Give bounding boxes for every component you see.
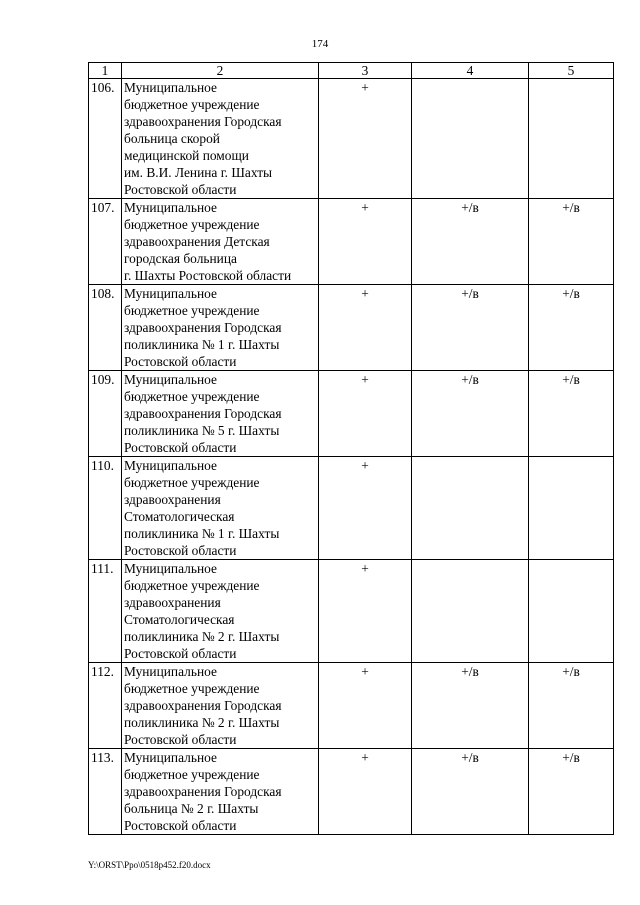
institution-name-line: больница № 2 г. Шахты — [124, 801, 259, 816]
table-row — [89, 663, 614, 749]
institution-name-line: Муниципальное — [124, 561, 217, 576]
row-col5-mark — [529, 79, 614, 199]
institution-name-line: бюджетное учреждение — [124, 389, 260, 404]
row-number: 111. — [89, 560, 122, 663]
header-col-3: 3 — [319, 63, 412, 79]
table-row — [89, 199, 614, 285]
row-number: 108. — [89, 285, 122, 371]
institution-name-line: Ростовской области — [124, 646, 237, 661]
row-number: 113. — [89, 749, 122, 835]
institution-name-line: бюджетное учреждение — [124, 303, 260, 318]
institution-name-line: бюджетное учреждение — [124, 578, 260, 593]
header-col-2: 2 — [122, 63, 319, 79]
row-col5-mark: +/в — [529, 371, 614, 457]
header-col-1: 1 — [89, 63, 122, 79]
row-col5-mark: +/в — [529, 285, 614, 371]
institution-name-line: городская больница — [124, 251, 237, 266]
institution-name-line: поликлиника № 1 г. Шахты — [124, 526, 280, 541]
institution-name-line: здравоохранения Детская — [124, 234, 270, 249]
row-number: 109. — [89, 371, 122, 457]
institution-name-line: Ростовской области — [124, 732, 237, 747]
row-col4-mark — [412, 457, 529, 560]
institution-name-line: медицинской помощи — [124, 148, 249, 163]
institution-name-line: Муниципальное — [124, 200, 217, 215]
institution-name-line: здравоохранения Городская — [124, 406, 282, 421]
institution-name-line: им. В.И. Ленина г. Шахты — [124, 165, 273, 180]
institution-name-line: здравоохранения Городская — [124, 698, 282, 713]
row-number: 106. — [89, 79, 122, 199]
institution-name — [122, 79, 319, 199]
row-col4-mark: +/в — [412, 199, 529, 285]
institution-name-line: Муниципальное — [124, 750, 217, 765]
institution-name-line: Муниципальное — [124, 286, 217, 301]
institution-name — [122, 285, 319, 371]
row-col3-mark: + — [319, 457, 412, 560]
institution-name-line: Стоматологическая — [124, 509, 235, 524]
row-col5-mark: +/в — [529, 749, 614, 835]
institution-name-line: здравоохранения — [124, 595, 221, 610]
institution-name-line: Муниципальное — [124, 664, 217, 679]
institution-name — [122, 199, 319, 285]
institution-name-line: Муниципальное — [124, 458, 217, 473]
row-col4-mark: +/в — [412, 749, 529, 835]
header-row — [89, 63, 614, 79]
row-col3-mark: + — [319, 560, 412, 663]
page-number: 174 — [311, 38, 329, 50]
institution-name-line: Ростовской области — [124, 543, 237, 558]
row-col3-mark: + — [319, 285, 412, 371]
institution-name-line: здравоохранения Городская — [124, 114, 282, 129]
row-col3-mark: + — [319, 199, 412, 285]
institution-name — [122, 457, 319, 560]
table-row — [89, 285, 614, 371]
table-row — [89, 79, 614, 199]
row-number: 112. — [89, 663, 122, 749]
institution-name-line: Ростовской области — [124, 440, 237, 455]
table-row — [89, 457, 614, 560]
institution-name-line: Ростовской области — [124, 182, 237, 197]
institution-name-line: здравоохранения — [124, 492, 221, 507]
row-number: 110. — [89, 457, 122, 560]
institution-name-line: поликлиника № 5 г. Шахты — [124, 423, 280, 438]
row-col4-mark — [412, 79, 529, 199]
institution-name — [122, 371, 319, 457]
institutions-table — [88, 62, 614, 835]
row-col5-mark — [529, 457, 614, 560]
institution-name-line: Муниципальное — [124, 372, 217, 387]
row-col3-mark: + — [319, 371, 412, 457]
institution-name-line: Стоматологическая — [124, 612, 235, 627]
row-number: 107. — [89, 199, 122, 285]
table-row — [89, 371, 614, 457]
institution-name-line: Ростовской области — [124, 818, 237, 833]
institution-name-line: поликлиника № 2 г. Шахты — [124, 715, 280, 730]
row-col4-mark: +/в — [412, 663, 529, 749]
institution-name-line: больница скорой — [124, 131, 220, 146]
row-col3-mark: + — [319, 663, 412, 749]
institution-name-line: здравоохранения Городская — [124, 784, 282, 799]
institution-name-line: здравоохранения Городская — [124, 320, 282, 335]
institution-name-line: поликлиника № 2 г. Шахты — [124, 629, 280, 644]
institution-name — [122, 560, 319, 663]
institution-name-line: бюджетное учреждение — [124, 97, 260, 112]
institution-name-line: бюджетное учреждение — [124, 681, 260, 696]
table-row — [89, 560, 614, 663]
header-col-4: 4 — [412, 63, 529, 79]
row-col4-mark: +/в — [412, 285, 529, 371]
institution-name-line: бюджетное учреждение — [124, 217, 260, 232]
row-col4-mark: +/в — [412, 371, 529, 457]
row-col3-mark: + — [319, 749, 412, 835]
institution-name-line: бюджетное учреждение — [124, 475, 260, 490]
institution-name-line: бюджетное учреждение — [124, 767, 260, 782]
institution-name-line: Муниципальное — [124, 80, 217, 95]
institution-name-line: Ростовской области — [124, 354, 237, 369]
header-col-5: 5 — [529, 63, 614, 79]
institution-name-line: г. Шахты Ростовской области — [124, 268, 292, 283]
institution-name — [122, 663, 319, 749]
row-col5-mark: +/в — [529, 663, 614, 749]
row-col5-mark: +/в — [529, 199, 614, 285]
institution-name-line: поликлиника № 1 г. Шахты — [124, 337, 280, 352]
footer-file-path: Y:\ORST\Ppo\0518p452.f20.docx — [88, 860, 211, 870]
row-col3-mark: + — [319, 79, 412, 199]
table-row — [89, 749, 614, 835]
row-col5-mark — [529, 560, 614, 663]
institution-name — [122, 749, 319, 835]
row-col4-mark — [412, 560, 529, 663]
